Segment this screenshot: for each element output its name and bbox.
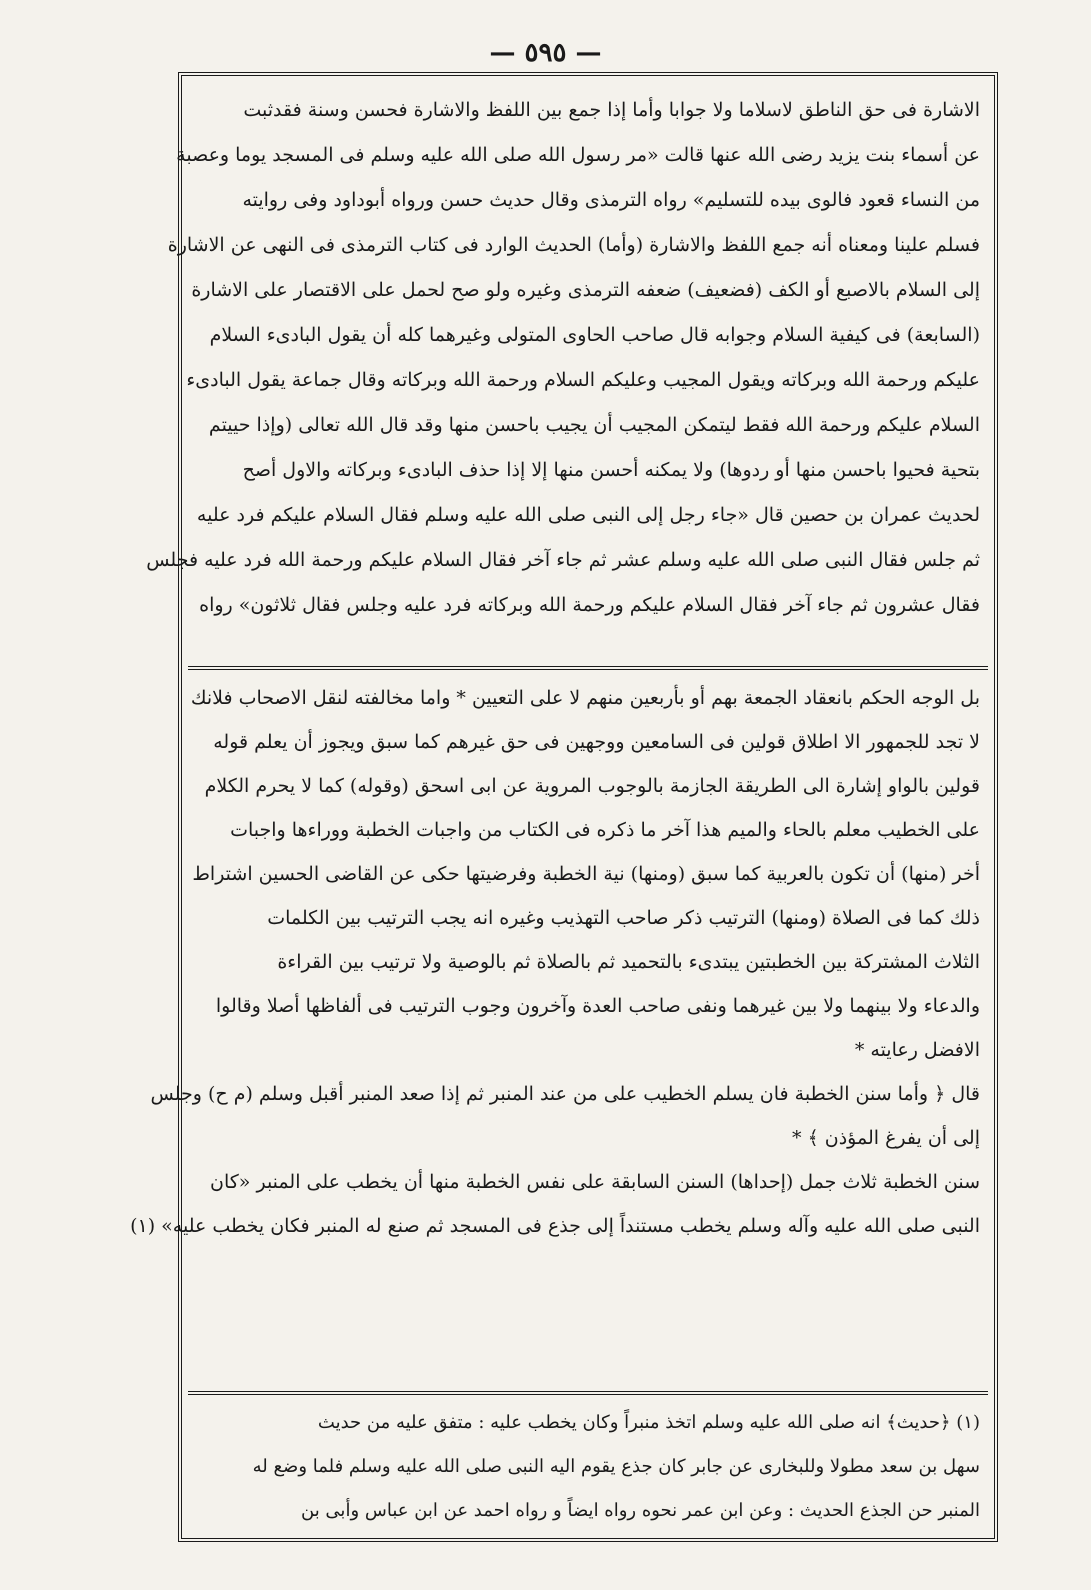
main-text-line: والدعاء ولا بينهما ولا بين غيرهما ونفى صاحب العدة وآخرون وجوب الترتيب فى ألفاظها أصلا وقالوا: [215, 995, 980, 1017]
main-text-line: بل الوجه الحكم بانعقاد الجمعة بهم أو بأربعين منهم لا على التعيين * واما مخالفته لنقل الاصحاب فلانك: [190, 687, 980, 709]
commentary-line: إلى السلام بالاصبع أو الكف (فضعيف) ضعفه الترمذى وغيره ولو صح لحمل على الاقتصار على الاشارة: [191, 279, 980, 301]
commentary-line: ثم جلس فقال النبى صلى الله عليه وسلم عشر ثم جاء آخر فقال السلام عليكم ورحمة الله فرد عليه فجلس: [146, 549, 980, 571]
commentary-line: الاشارة فى حق الناطق لاسلاما ولا جوابا وأما إذا جمع بين اللفظ والاشارة فحسن وسنة فقدثبت: [243, 99, 980, 121]
commentary-line: (السابعة) فى كيفية السلام وجوابه قال صاحب الحاوى المتولى وغيرهما كله أن يقول البادىء السلام: [209, 324, 980, 346]
commentary-line: عليكم ورحمة الله وبركاته ويقول المجيب وعليكم السلام ورحمة الله وبركاته وقال جماعة يقول البادىء: [186, 369, 980, 391]
main-text-line: إلى أن يفرغ المؤذن ﴾ *: [792, 1127, 980, 1149]
main-text-line: قولين بالواو إشارة الى الطريقة الجازمة بالوجوب المروية عن ابى اسحق (وقوله) كما لا يحرم الكلام: [204, 775, 980, 797]
main-text-line: النبى صلى الله عليه وآله وسلم يخطب مستنداً إلى جذع فى المسجد ثم صنع له المنبر فكان يخطب عليه» (١): [130, 1215, 980, 1237]
footnote-line: سهل بن سعد مطولا وللبخارى عن جابر كان جذع يقوم اليه النبى صلى الله عليه وسلم فلما وضع له: [252, 1456, 980, 1477]
main-text-line: ذلك كما فى الصلاة (ومنها) الترتيب ذكر صاحب التهذيب وغيره انه يجب الترتيب بين الكلمات: [267, 907, 980, 929]
footnote-block: [196, 1401, 980, 1533]
page-number: — ٥٩٥ —: [489, 38, 602, 68]
commentary-line: السلام عليكم ورحمة الله فقط ليتمكن المجيب أن يجيب باحسن منها وقد قال الله تعالى (وإذا حييتم: [208, 414, 980, 436]
section-divider: [188, 666, 988, 670]
commentary-block: [146, 88, 980, 628]
footnote-line: المنبر حن الجذع الحديث : وعن ابن عمر نحوه رواه ايضاً و رواه احمد عن ابن عباس وأبى بن: [301, 1500, 980, 1521]
text-frame: [130, 72, 998, 1542]
main-text-block: [130, 676, 980, 1248]
main-text-line: الثلاث المشتركة بين الخطبتين يبتدىء بالتحميد ثم بالصلاة ثم بالوصية ولا ترتيب بين القراءة: [277, 951, 980, 973]
commentary-line: عن أسماء بنت يزيد رضى الله عنها قالت «مر رسول الله صلى الله عليه وسلم فى المسجد يوما وعصبة: [176, 144, 980, 166]
commentary-line: من النساء قعود فالوى بيده للتسليم» رواه الترمذى وقال حديث حسن ورواه أبوداود وفى روايته: [242, 189, 980, 211]
footnote-divider: [188, 1391, 988, 1395]
main-text-line: قال ﴿ وأما سنن الخطبة فان يسلم الخطيب على من عند المنبر ثم إذا صعد المنبر أقبل وسلم (م ح) وجلس: [150, 1083, 980, 1105]
main-text-line: على الخطيب معلم بالحاء والميم هذا آخر ما ذكره فى الكتاب من واجبات الخطبة ووراءها واجبات: [230, 819, 980, 841]
main-text-line: الافضل رعايته *: [854, 1039, 980, 1061]
commentary-line: فقال عشرون ثم جاء آخر فقال السلام عليكم ورحمة الله وبركاته فرد عليه وجلس فقال ثلاثون» رواه: [199, 594, 980, 616]
footnote-line: (١) ﴿حديث﴾ انه صلى الله عليه وسلم اتخذ منبراً وكان يخطب عليه : متفق عليه من حديث: [317, 1412, 980, 1433]
commentary-line: بتحية فحيوا باحسن منها أو ردوها) ولا يمكنه أحسن منها إلا إذا حذف البادىء وبركاته والاول أصح: [242, 459, 980, 481]
main-text-line: أخر (منها) أن تكون بالعربية كما سبق (ومنها) نية الخطبة وفرضيتها حكى عن القاضى الحسين اشتراط: [192, 863, 980, 885]
main-text-line: سنن الخطبة ثلاث جمل (إحداها) السنن السابقة على نفس الخطبة منها أن يخطب على المنبر «كان: [210, 1171, 980, 1193]
commentary-line: لحديث عمران بن حصين قال «جاء رجل إلى النبى صلى الله عليه وسلم فقال السلام عليكم فرد عليه: [196, 504, 980, 526]
main-text-line: لا تجد للجمهور الا اطلاق قولين فى السامعين ووجهين فى حق غيرهم كما سبق ويجوز أن يعلم قوله: [213, 731, 980, 753]
commentary-line: فسلم علينا ومعناه أنه جمع اللفظ والاشارة (وأما) الحديث الوارد فى كتاب الترمذى فى النهى عن الاشارة: [167, 234, 980, 256]
